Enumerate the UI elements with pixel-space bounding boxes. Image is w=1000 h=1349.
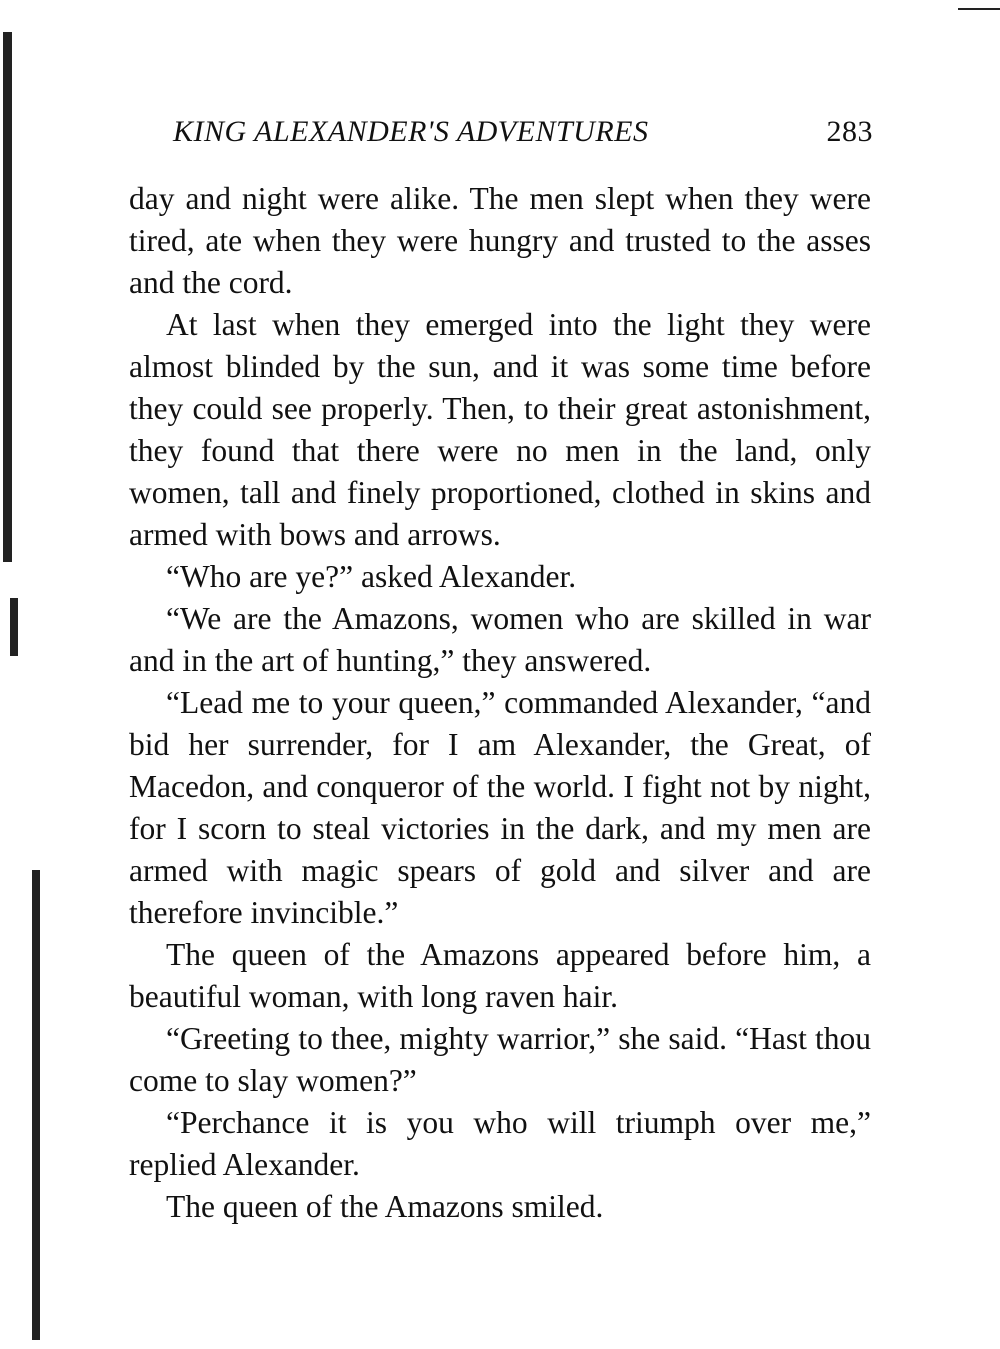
paragraph: day and night were alike. The men slept when they were tired, ate when they were hungry and trusted to the asses and the cord. xyxy=(129,181,871,300)
running-header xyxy=(173,108,873,156)
scan-edge-shadow xyxy=(10,598,18,656)
paragraph: “Who are ye?” asked Alexander. xyxy=(166,559,577,594)
paragraph: “We are the Amazons, women who are skilled in war and in the art of hunting,” they answered. xyxy=(129,601,871,678)
paragraph: “Greeting to thee, mighty warrior,” she said. “Hast thou come to slay women?” xyxy=(129,1021,871,1098)
paragraph: The queen of the Amazons smiled. xyxy=(166,1189,604,1224)
running-title: KING ALEXANDER'S ADVENTURES xyxy=(173,115,649,148)
scan-edge-shadow xyxy=(3,32,12,562)
paragraph: “Perchance it is you who will triumph over me,” replied Alexander. xyxy=(129,1105,871,1182)
paragraph: At last when they emerged into the light they were almost blinded by the sun, and it was some time before they could see properly. Then, to their great astonishment, they found that there were no men in the land, only women, tall and finely proportioned, clothed in skins and armed with bows and arrows. xyxy=(129,307,871,552)
paragraph: The queen of the Amazons appeared before him, a beautiful woman, with long raven hair. xyxy=(129,937,871,1014)
scan-artifact-line xyxy=(958,8,1000,10)
scan-edge-shadow xyxy=(32,870,40,1340)
page-number: 283 xyxy=(826,115,873,148)
page-body xyxy=(129,178,871,1228)
paragraph: “Lead me to your queen,” commanded Alexander, “and bid her surrender, for I am Alexander, the Great, of Macedon, and conqueror of the world. I fight not by night, for I scorn to steal victories in the dark, and my men are armed with magic spears of gold and silver and are therefore invincible.” xyxy=(129,685,871,930)
